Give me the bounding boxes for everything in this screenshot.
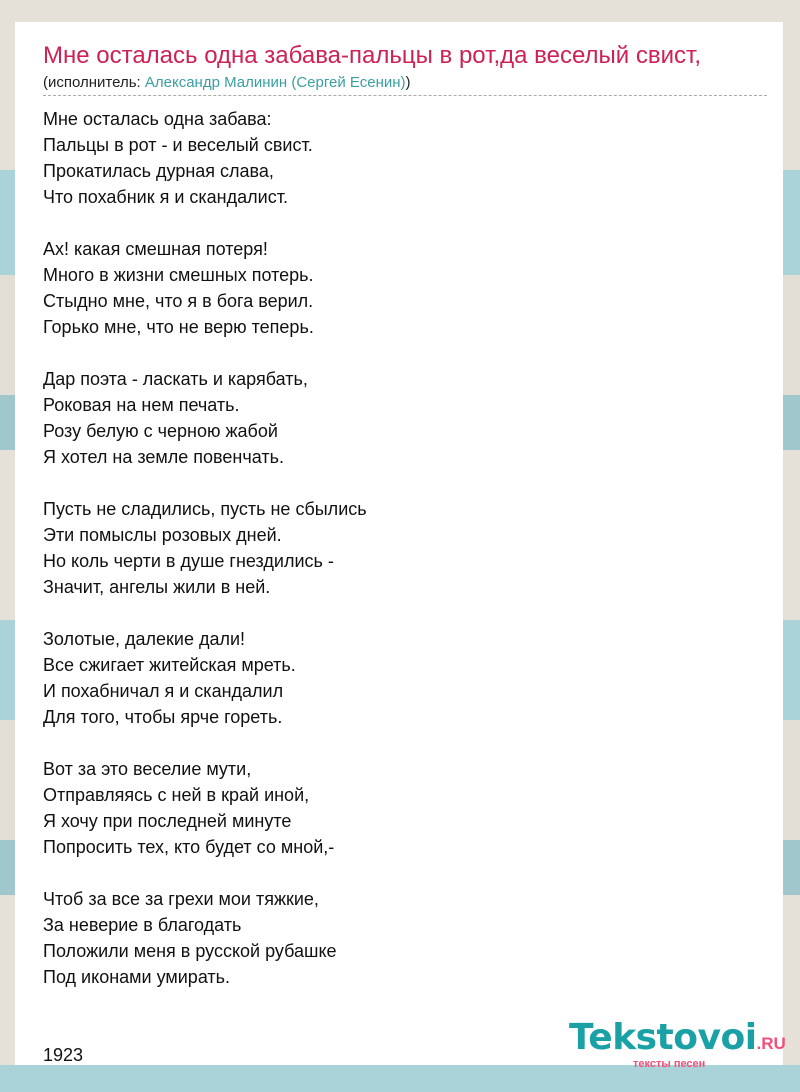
site-logo[interactable] [569, 1018, 786, 1071]
logo-ru: .RU [756, 1034, 786, 1053]
performer-prefix: (исполнитель: [43, 74, 145, 91]
lyrics-card [15, 22, 783, 1065]
logo-tagline: тексты песен [633, 1058, 706, 1070]
lyrics-text: Мне осталась одна забава: Пальцы в рот - и веселый свист. Прокатилась дурная слава, Что похабник я и скандалист. Ах! какая смешная потеря! Много в жизни смешных потерь. Стыдно мне, что я в бога верил. Горько мне, что не верю теперь. Дар поэта - ласкать и карябать, Роковая на нем печать. Розу белую с черною жабой Я хотел на земле повенчать. Пусть не сладились, пусть не сбылись Эти помыслы розовых дней. Но коль черти в душе гнездились - Значит, ангелы жили в ней. Золотые, далекие дали! Все сжигает житейская мреть. И похабничал я и скандалил Для того, чтобы ярче гореть. Вот за это веселие мути, Отправляясь с ней в край иной, Я хочу при последней минуте Попросить тех, кто будет со мной,- Чтоб за все за грехи мои тяжкие, За неверие в благодать Положили меня в русской рубашке Под иконами умирать. 1923 [43, 109, 367, 1065]
performer-line [43, 74, 411, 92]
logo-row [569, 1018, 786, 1058]
divider [43, 95, 767, 96]
song-title: Мне осталась одна забава-пальцы в рот,да веселый свист, [43, 42, 701, 69]
performer-suffix: ) [405, 74, 411, 91]
performer-link[interactable]: Александр Малинин (Сергей Есенин) [144, 74, 406, 91]
logo-main: Tekstovoi [569, 1017, 757, 1058]
